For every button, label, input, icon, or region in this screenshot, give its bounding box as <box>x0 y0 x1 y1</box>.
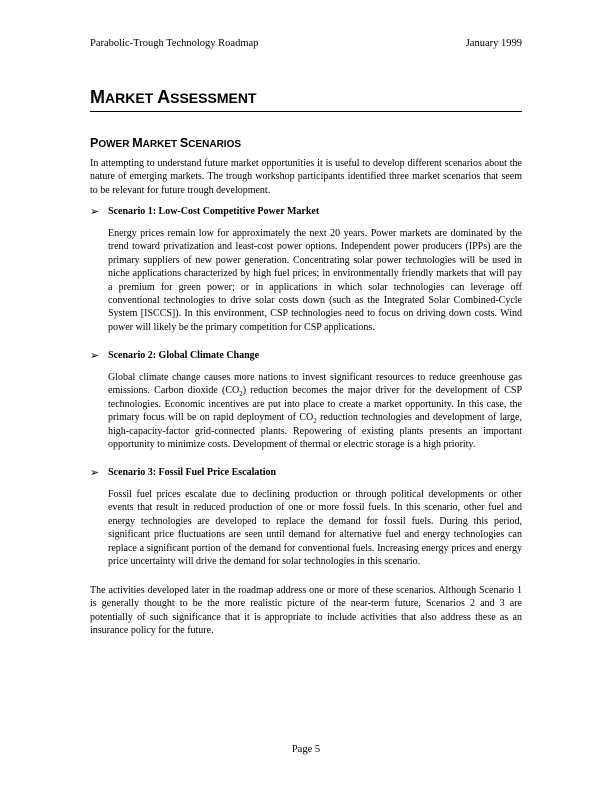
page-title: MARKET ASSESSMENT <box>90 86 522 112</box>
scenario-3-heading: ➢ Scenario 3: Fossil Fuel Price Escalation <box>90 466 277 479</box>
section-heading: POWER MARKET SCENARIOS <box>90 136 242 150</box>
conclusion-paragraph: The activities developed later in the roadmap address one or more of these scenarios. Although Scenario 1 is generally thought to be the more realistic picture of the near-term future, Scenarios 2 and 3 are potentially of such significance that it is appropriate to include activities that also address these as an insurance policy for the future. <box>90 585 522 637</box>
scenario-1 <box>90 205 522 334</box>
intro-paragraph: In attempting to understand future market opportunities it is useful to develop different scenarios about the nature of emerging markets. The trough workshop participants identified three market scenarios that seem to be relevant for future trough development. <box>90 158 522 196</box>
arrow-bullet-icon: ➢ <box>90 205 100 218</box>
header-date: January 1999 <box>465 38 522 49</box>
scenario-3 <box>90 466 522 568</box>
scenario-1-body: Energy prices remain low for approximately the next 20 years. Power markets are dominated by the trend toward privatization and least-cost power options. Independent power producers (IPPs) are the primary suppliers of new power generation. Concentrating solar power technologies will be used in niche applications characterized by high fuel prices; in environmentally friendly markets that will pay a premium for green power; or in applications in which solar technologies can leverage off conventional technologies to drive solar costs down (such as the Integrated Solar Combined-Cycle System [ISCCS]). In this environment, CSP technologies need to focus on driving down costs. Wind power will likely be the primary competition for CSP applications. <box>108 228 522 333</box>
scenario-2-body: Global climate change causes more nations to invest significant resources to reduce greenhouse gas emissions. Carbon dioxide $(CO_2)$ reduction becomes the major driver for the development of CSP technologies. Economic incentives are put into place to create a market opportunity. In this case, the primary focus will be on rapid deployment of $CO_2$ reduction technologies and development of large, high-capacity-factor grid-connected plants. Repowering of existing plants presents an important opportunity to minimize costs. Development of thermal or electric storage is a high priority. <box>108 372 523 451</box>
header-document-title: Parabolic-Trough Technology Roadmap <box>90 38 259 49</box>
arrow-bullet-icon: ➢ <box>90 466 100 479</box>
running-header <box>90 38 522 52</box>
arrow-bullet-icon: ➢ <box>90 349 100 362</box>
page-number: Page 5 <box>291 744 321 755</box>
scenario-2-heading: ➢ Scenario 2: Global Climate Change <box>90 349 260 362</box>
scenario-2 <box>90 349 522 451</box>
scenario-1-heading: ➢ Scenario 1: Low-Cost Competitive Power Market <box>90 205 320 218</box>
scenario-3-body: Fossil fuel prices escalate due to declining production or through political developments or other events that result in reduced production of one or more fossil fuels. In this scenario, other fuel and energy technologies are developed to replace the demand for fossil fuels. During this period, significant price fluctuations are seen until demand for alternative fuel and energy technologies can replace a significant portion of the demand for conventional fuels. Increasing energy prices and energy price uncertainty will drive the demand for solar technologies in this scenario. <box>108 489 522 568</box>
